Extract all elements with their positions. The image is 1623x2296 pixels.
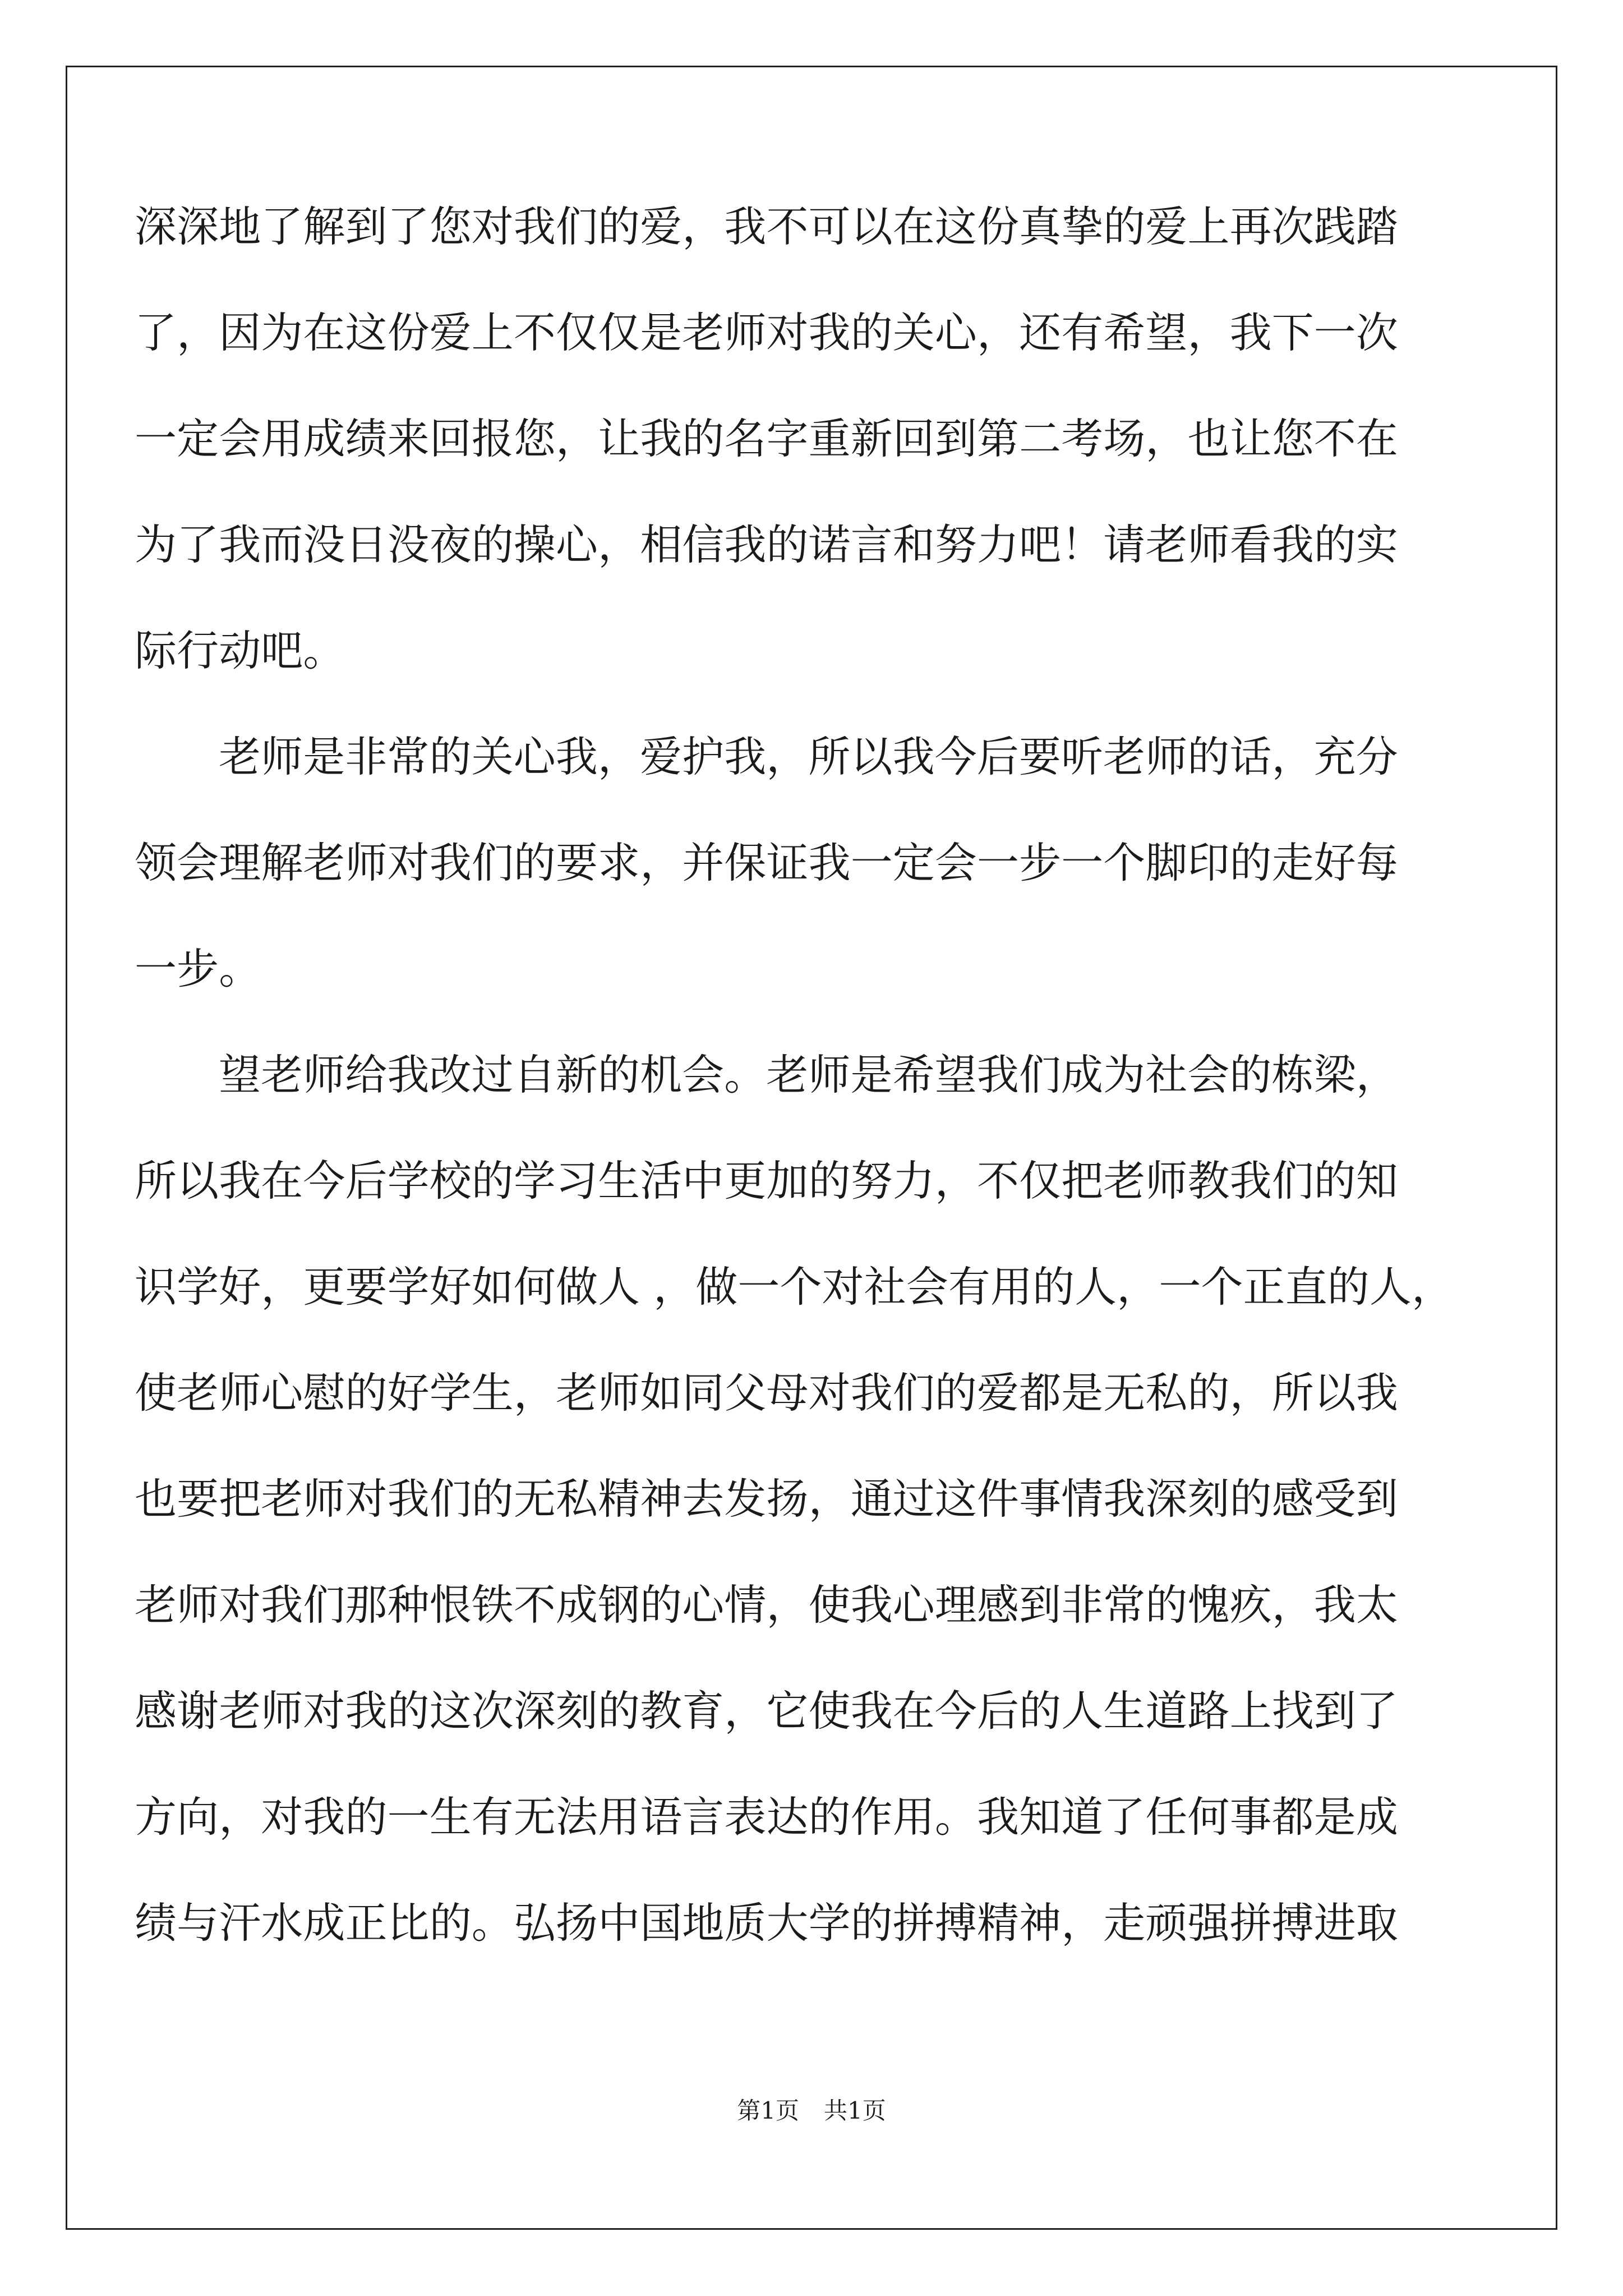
text-line-2: 了，因为在这份爱上不仅仅是老师对我的关心，还有希望，我下一次	[135, 308, 1399, 357]
text-line-4: 为了我而没日没夜的操心，相信我的诺言和努力吧！请老师看我的实	[135, 520, 1399, 569]
text-line-12: 使老师心慰的好学生，老师如同父母对我们的爱都是无私的，所以我	[135, 1368, 1399, 1418]
text-line-9: 望老师给我改过自新的机会。老师是希望我们成为社会的栋梁，	[219, 1050, 1398, 1099]
text-line-17: 绩与汗水成正比的。弘扬中国地质大学的拼搏精神，走顽强拼搏进取	[135, 1898, 1399, 1948]
text-line-15: 感谢老师对我的这次深刻的教育，它使我在今后的人生道路上找到了	[135, 1686, 1399, 1736]
text-line-1: 深深地了解到了您对我们的爱，我不可以在这份真挚的爱上再次践踏	[135, 202, 1399, 251]
page-footer	[0, 2092, 1623, 2126]
text-line-5: 际行动吧。	[135, 626, 345, 675]
text-line-10: 所以我在今后学校的学习生活中更加的努力，不仅把老师教我们的知	[135, 1156, 1399, 1205]
page-number-total: 共1页	[824, 2097, 886, 2124]
text-line-13: 也要把老师对我们的无私精神去发扬，通过这件事情我深刻的感受到	[135, 1474, 1399, 1524]
document-body	[135, 174, 1454, 1976]
page-number-current: 第1页	[737, 2097, 799, 2124]
text-line-3: 一定会用成绩来回报您，让我的名字重新回到第二考场，也让您不在	[135, 414, 1399, 463]
text-line-14: 老师对我们那种恨铁不成钢的心情，使我心理感到非常的愧疚，我太	[135, 1580, 1399, 1630]
text-line-8: 一步。	[135, 944, 261, 993]
text-line-7: 领会理解老师对我们的要求，并保证我一定会一步一个脚印的走好每	[135, 838, 1399, 887]
text-line-11: 识学好，更要学好如何做人 ，做一个对社会有用的人，一个正直的人，	[135, 1262, 1454, 1312]
text-line-16: 方向，对我的一生有无法用语言表达的作用。我知道了任何事都是成	[135, 1792, 1399, 1842]
text-line-6: 老师是非常的关心我，爱护我，所以我今后要听老师的话，充分	[219, 732, 1398, 781]
